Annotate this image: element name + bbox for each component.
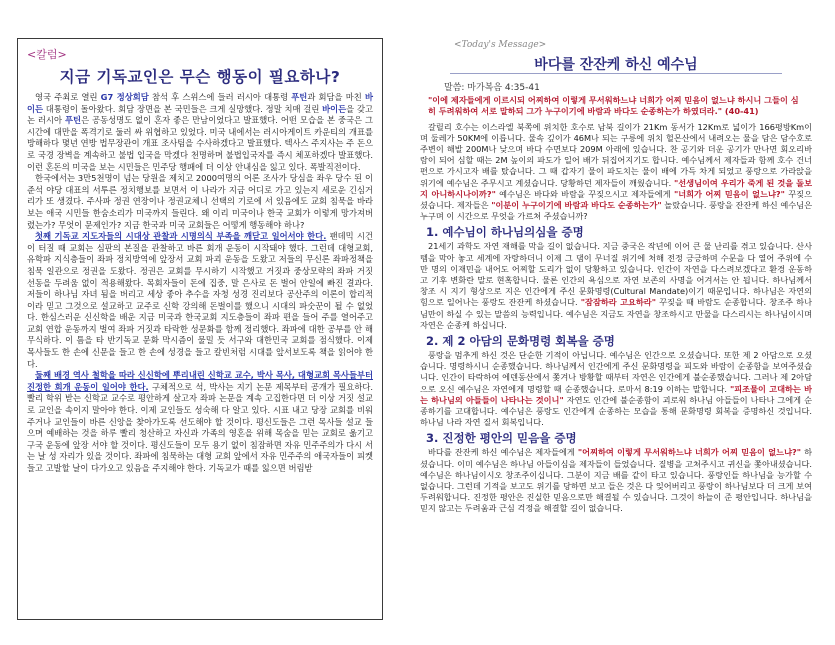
sermon-intro: 갈릴리 호수는 이스라엘 북쪽에 위치한 호수로 남북 길이가 21Km 동서가 12Km로 넓이가 166평방Km이며 둘레가 50KM에 이릅니다. 물속 깊이가 46M나 되는 구릉에 위치 헐몬산에서 내려오는 물을 담은 담수호로 주변이 해발 200M나 낮으며 바다 수면보다 209M 아래에 있습니다. 찬 공기와 더운 공기가 만나면 회오리바람이 되어 심할 때는 2M 높이의 파도가 일어 배가 뒤집어지기도 합니다. 예수님께서 제자들과 함께 호수 건너편으로 가시고자 배를 탔습니다. 그 때 갑자기 물이 파도치는 물이 배에 가득 차게 되었고 풍랑으로 가라앉을 위기에 예수님은 주무시고 계셨습니다. 당황하던 제자들이 깨웠습니다. "선생님이여 우리가 죽게 된 것을 돌보지 아니하시나이까?" 예수님은 바다와 바람을 꾸짖으시고 제자들에게 "너희가 어찌 믿음이 없느냐?" 꾸짖으셨습니다. 제자들은 "이분이 누구이기에 바람과 바다도 순종하는가" 놀랐습니다. 풍랑을 잔잔케 하신 예수님은 누구며 이 시간으로 무엇을 가르쳐 주셨습니까?	[420, 121, 812, 222]
section-heading-2: 2. 제 2 아담의 문화명령 회복을 증명	[426, 334, 615, 349]
column-tag: <칼럼>	[27, 48, 67, 61]
title-divider	[450, 73, 782, 74]
column-paragraph-4: 둘째 배경 역사 철학을 따라 신신학에 뿌리내린 신학교 교수, 박사 목사, 대형교회 목사들부터 진정한 회개 운동이 일어야 한다. 구체적으로 석, 박사는 지기 논문 제목부터 공개가 필요하다. 빨리 학위 받는 신학교 교수로 평안하게 살고자 좌파 논문을 계속 고집한다면 더 이상 거짓 설교로 교인을 속이지 말아야 한다. 이제 교인들도 성숙해 다 알고 있다. 시표 내고 당장 교회를 비워주거나 교인들이 바른 신앙을 찾아가도록 선도해야 할 것이다. 평신도들은 그런 목사들 설교 들으며 예배하는 것을 하루 빨리 청산하고 자신과 가족의 영혼을 위해 목숨을 믿는 교회로 옮기고 구국 운동에 앞장 서야 할 것이다. 평신도들이 모두 용기 없이 침잠하면 자유 민주주의가 다시 서는 날 성 자리가 있을 것이다. 좌파에 침묵하는 대형 교회 앞에서 자유 민주주의 애국자들이 피켓 들고 고발할 날이 다가오고 있음을 주지해야 한다. 기독교가 때를 잃으면 버림받	[27, 370, 373, 473]
second-point-heading: 둘째 배경 역사 철학을 따라 신신학에 뿌리내린 신학교 교수, 박사 목사, 대형교회 목사들부터 진정한 회개 운동이 일어야 한다.	[27, 370, 373, 392]
section-1-text: 21세기 과학도 자연 재해를 막을 길이 없습니다. 지금 중국은 작년에 이어 큰 물 난리를 겪고 있습니다. 산사 뗌을 막아 놓고 세계에 자랑하더니 이제 그 댐이 무너질 위기에 처해 전정 긍긍하며 수문을 다 열어 주위에 수만 명의 이재민을 내어도 어찌할 도리가 없이 당황하고 있습니다. 인간이 자연을 다스려보겠다고 환경 운동하고 기후 변화란 말로 현혹합니다. 물론 인간의 욕심으로 자연 보존의 사명을 어겨서는 안 됩니다. 하나님께서 창조 시 지기 형상으로 지은 인간에게 주신 문화명령(Cultural Mandate)이기 때문입니다. 하나님은 자연의 힘으로 일어나는 풍랑도 잔잔케 하셨습니다. "잠잠하라 고요하라" 꾸짖을 때 바람도 순종합니다. 창조주 하나님만이 하실 수 있는 말씀의 능력입니다. 예수님은 지금도 자연을 창조하시고 만물을 다스리시는 하나님이시며 자연은 순종케 하십니다.	[420, 241, 812, 330]
section-2-text: 풍랑을 멈추게 하신 것은 단순한 기적이 아닙니다. 예수님은 인간으로 오셨습니다. 또한 제 2 아담으로 오셨습니다. 명령하시니 순종했습니다. 하나님께서 인간에게 주신 문화명령을 피도와 바람이 순종함을 보여주셨습니다. 인간이 타락하여 에덴동산에서 쫓겨나 방황할 때부터 자연은 인간에게 불순종했습니다. 그러나 제 2아담으로 오신 예수님은 자연에게 명령할 때 순종했습니다. 로마서 8:19 이하는 말합니다. "피조물이 고대하는 바는 하나님의 아들들이 나타나는 것이니" 자연도 인간에 불순종함이 괴로워 하나님 아들들이 나타나 그에게 순종하기를 고대합니다. 예수님은 풍랑도 인간에게 순종하는 모습을 통해 문화명령 회복을 증명하신 것입니다. 하나님 나라 자연 질서 회복입니다.	[420, 350, 812, 428]
column-title: 지금 기독교인은 무슨 행동이 필요하나?	[59, 68, 341, 86]
scripture-reference: 말씀: 마가복음 4:35-41	[444, 83, 540, 93]
sermon-title: 바다를 잔잔케 하신 예수님	[534, 57, 698, 73]
section-heading-1: 1. 예수님이 하나님의심을 증명	[426, 225, 584, 240]
section-3-text: 바다를 잔잔케 하신 예수님은 제자들에게 "어찌하여 이렇게 무서워하느냐 너희가 어찌 믿음이 없느냐?" 하셨습니다. 이미 예수님은 하나님 아들이심을 제자들이 들었습니다. 질병을 고쳐주시고 귀신을 쫓아내셨습니다. 예수님은 하나님이시오 창조주이십니다. 그분이 지금 배를 같이 타고 있습니다. 풍랑인들 하나님을 능가할 수 없습니다. 그런데 기적을 보고도 위기를 당하면 보고 들은 것은 다 잊어버리고 풍랑이 하나님보다 더 크게 보여 두려워합니다. 진정한 평안은 진실한 믿음으로만 해결될 수 있습니다. 그것이 하늘이 준 평안입니다. 하나님을 믿지 않고는 두려움과 근심 걱정을 해결할 길이 없습니다.	[420, 447, 812, 514]
sermon-body	[420, 80, 812, 515]
scripture-verse: "이에 제자들에게 이르시되 어찌하여 이렇게 무서워하느냐 너희가 어찌 믿음이 없느냐 하시니 그들이 심히 두려워하여 서로 말하되 그가 누구이기에 바람과 바다도 순종하는가 하였더라." (40-41)	[428, 95, 799, 117]
column-article	[17, 38, 383, 620]
section-heading-3: 3. 진정한 평안의 믿음을 증명	[426, 431, 577, 446]
column-paragraph-1: 영국 주최로 열린 G7 정상회담 참석 후 스위스에 들러 러시아 대통령 푸틴과 회담을 마친 바이든 대통령이 돌아왔다. 회담 장면을 본 국민들은 크게 실망했다. 정말 치매 걸린 바이든을 갖고 논 러시아 푸틴은 공동성명도 없이 혼자 좋은 만남이었다고 발표했다. 어떤 모습을 본 중국은 그 시간에 대만을 폭격기로 둘러 싸 위협하고 있었다. 미국 내에서는 러시아게이트 카운티의 개표를 방해하다 몇년 연방 법무장관이 개표 조사팀을 수사하겠다고 발표했다. 텍사스 주지사는 주 돈으로 국경 장벽을 계속하고 불법 입국을 막겠다 천명하며 불법입국자를 즉시 체포하겠다 발표했다. 이런 혼돈의 미국을 보는 시민들은 민주당 행패에 더 이상 안내심을 잃고 있다. 폭발직전이다.	[27, 92, 373, 172]
todays-message	[420, 40, 812, 630]
message-tag: <Today's Message>	[454, 40, 547, 50]
first-point-heading: 첫째 기독교 지도자들의 시대상 관찰과 시명의식 부족을 깨닫고 일어서야 한다.	[35, 231, 327, 242]
column-paragraph-3: 첫째 기독교 지도자들의 시대상 관찰과 시명의식 부족을 깨닫고 일어서야 한다. 팬데믹 시건이 터질 때 교회는 심판의 본질을 관찰하고 바른 회개 운동이 시작돼야 했다. 그런데 대형교회, 유학파 지식층들이 좌파 정치방역에 앞장서 교회 파괴 운동을 도왔고 저들의 무신론 좌파정책을 침묵 일관으로 정권을 도왔다. 정권은 교회를 무시하기 시작했고 거짓과 중상모략의 좌파 거짓 선동을 두려움 없이 적용해왔다. 목회자들이 돈에 집중, 말 은사로 돈 벌어 안일에 빠진 결과다. 저들이 하나님 자녀 됨을 버리고 세상 좋아 추수을 자청 성경 진리보다 공산주의 이론이 합리적이라 믿고 그것으로 설교하고 교주로 신학 강의해 돈벌이를 했으니 시대의 파숫꾼이 될 수 없었다. 한심스러운 신신학을 배운 지금 미국과 한국교회 지도층들이 좌파 편을 들어 주를 열어주고 교회 연합 운동까지 벌여 좌파 거짓과 타락한 성문화를 함께 정리했다. 좌파에 대한 공부를 안 해 무식하다. 이 틈을 타 반기독교 문화 막시즘이 물밀 듯 서구와 대한민국 교회를 점식했다. 이제 목사들도 한 손에 신문을 들고 한 손에 성경을 들고 칼빈처럼 시대를 앞서보도록 책을 읽어야 한다.	[27, 231, 373, 369]
column-paragraph-2: 한국에서는 3만5천명이 넘는 당원을 제치고 2000여명의 어론 조사가 당심을 좌우 당수 된 이준석 야당 대표의 서투른 정치행보를 보면서 이 나라가 지금 어디로 가고 있는지 세로운 긴심거리가 또 생겼다. 주사파 정권 연장이나 정권교체니 선택의 기로에 서 있음에도 교회 침묵을 바라보는 애국 시민들 한숨소리가 미국까지 들린다. 왜 이리 미국이나 한국 교회가 이렇게 망가져버렸는가? 무엇이 문제인가? 지금 한국과 미국 교회들은 어떻게 행동해야 하나?	[27, 173, 373, 230]
